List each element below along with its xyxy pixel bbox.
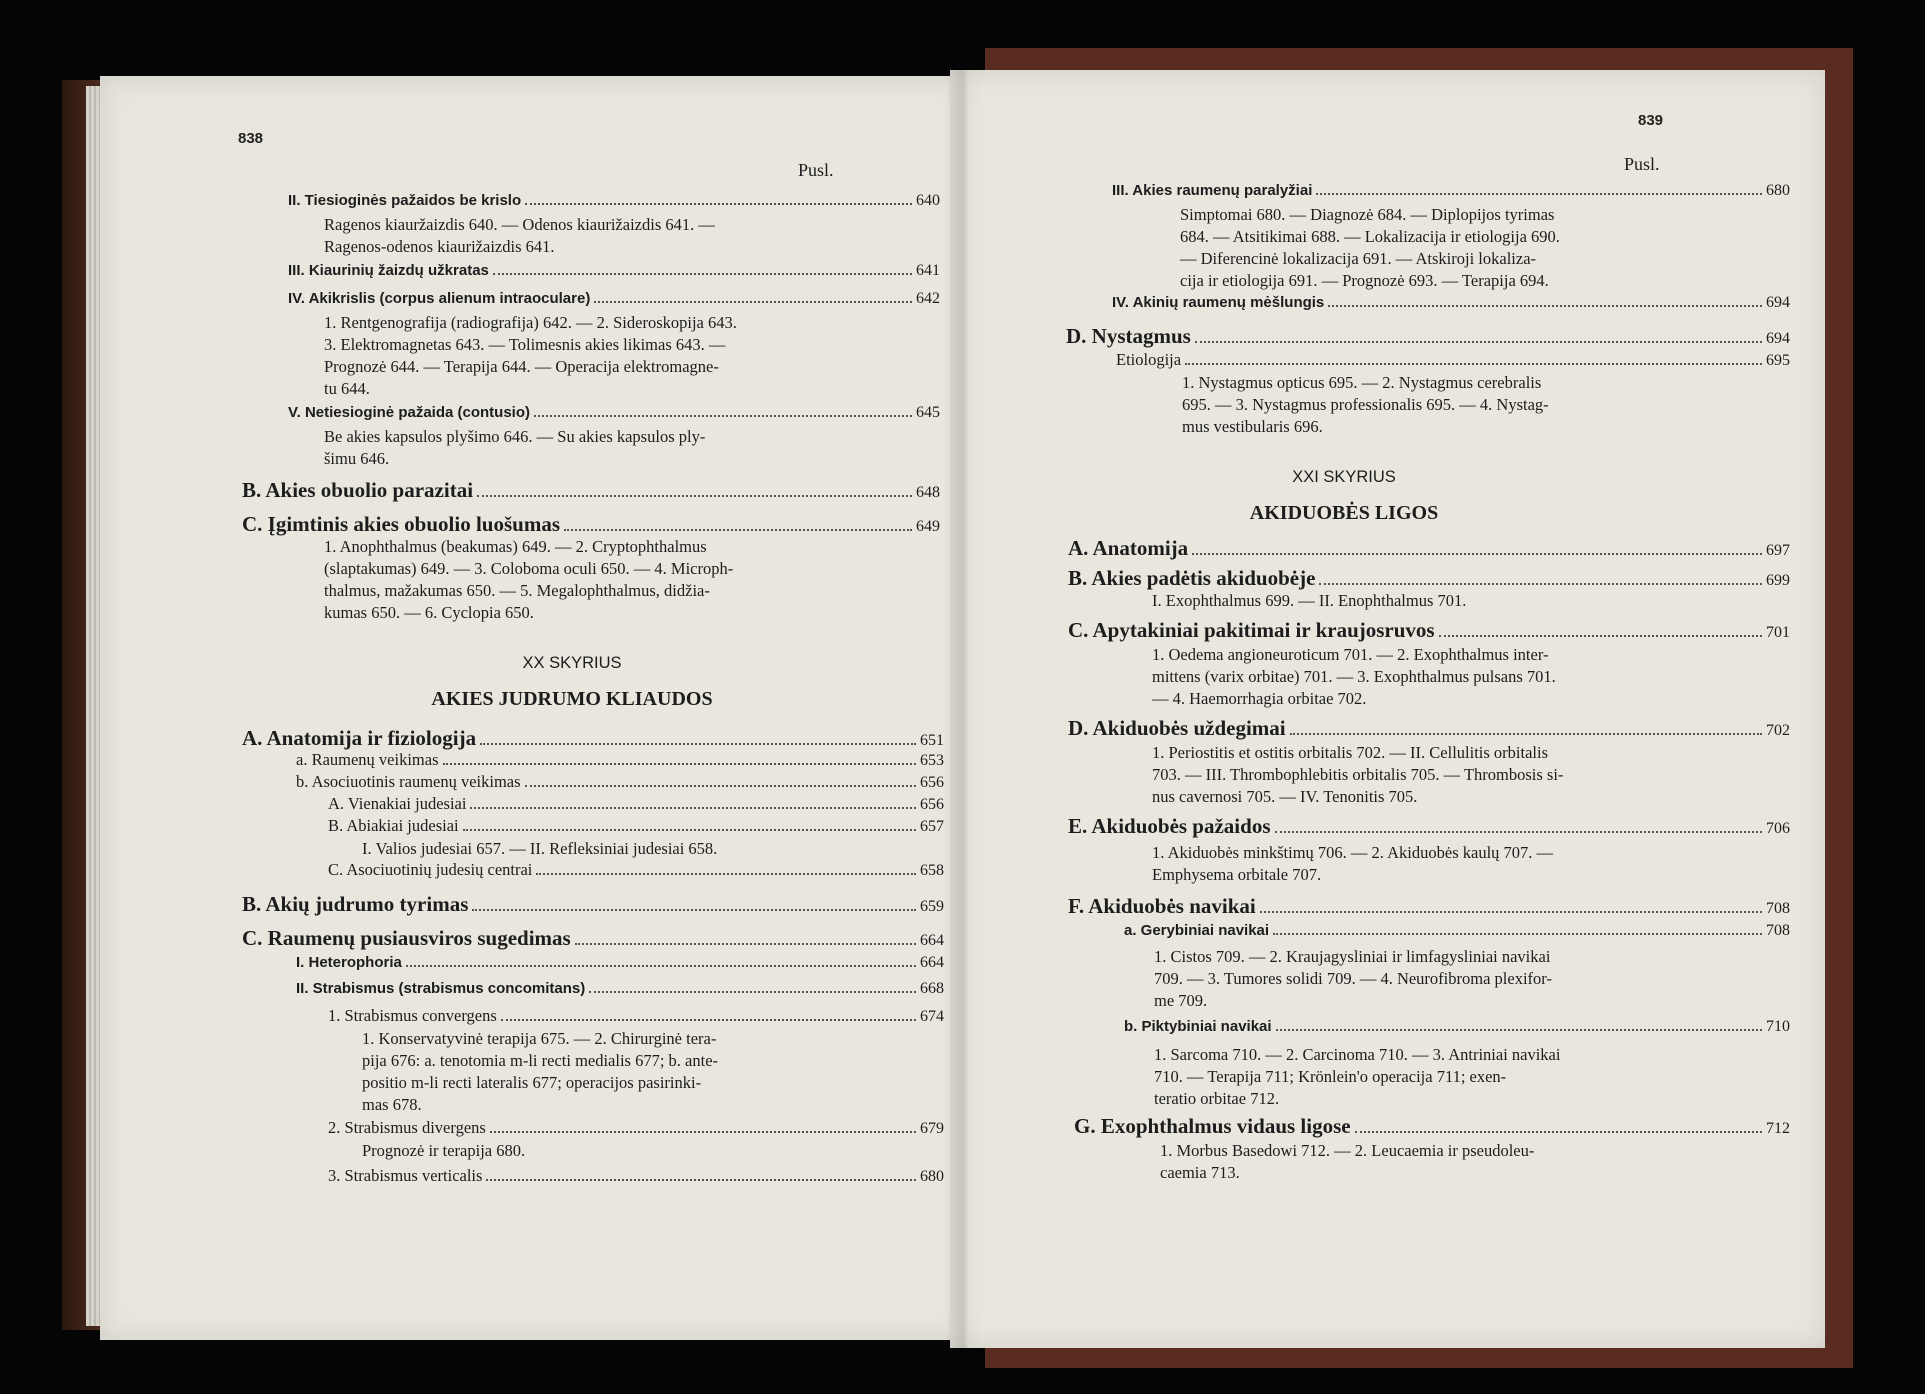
toc-entry: F. Akiduobės navikai 708 — [1068, 894, 1790, 918]
toc-entry: Etiologija 695 — [1116, 350, 1790, 369]
page-number-left: 838 — [238, 130, 264, 147]
toc-entry: C. Apytakiniai pakitimai ir kraujosruvos 701 — [1068, 618, 1790, 642]
toc-note: caemia 713. — [1160, 1163, 1240, 1182]
toc-entry: A. Anatomija 697 — [1068, 536, 1790, 560]
right-page — [950, 70, 1825, 1348]
toc-note: Prognozė ir terapija 680. — [362, 1141, 526, 1160]
toc-entry: b. Asociuotinis raumenų veikimas 656 — [296, 772, 944, 791]
toc-entry: III. Akies raumenų paralyžiai 680 — [1112, 182, 1790, 199]
toc-note: 1. Periostitis et ostitis orbitalis 702. — II. Cellulitis orbitalis — [1152, 743, 1548, 762]
toc-note: 1. Anophthalmus (beakumas) 649. — 2. Cryptophthalmus — [324, 537, 707, 556]
toc-note: tu 644. — [324, 379, 370, 398]
toc-note: Prognozė 644. — Terapija 644. — Operacija elektromagne- — [324, 357, 719, 376]
toc-note: cija ir etiologija 691. — Prognozė 693. — Terapija 694. — [1180, 271, 1549, 290]
toc-note: mas 678. — [362, 1095, 422, 1114]
toc-note: — Diferencinė lokalizacija 691. — Atskiroji lokaliza- — [1180, 249, 1537, 268]
toc-entry: b. Piktybiniai navikai 710 — [1124, 1018, 1790, 1035]
toc-note: Simptomai 680. — Diagnozė 684. — Diplopijos tyrimas — [1180, 205, 1555, 224]
toc-entry: V. Netiesioginė pažaida (contusio) 645 — [288, 404, 940, 421]
toc-note: 1. Rentgenografija (radiografija) 642. — 2. Sideroskopija 643. — [324, 313, 737, 332]
chapter-title-left: AKIES JUDRUMO KLIAUDOS — [431, 688, 713, 710]
toc-note: 684. — Atsitikimai 688. — Lokalizacija ir etiologija 690. — [1180, 227, 1560, 246]
toc-note: I. Exophthalmus 699. — II. Enophthalmus 701. — [1152, 591, 1467, 610]
toc-note: Ragenos kiauržaizdis 640. — Odenos kiaurižaizdis 641. — — [324, 215, 715, 234]
toc-entry: 2. Strabismus divergens 679 — [328, 1118, 944, 1137]
toc-note: Ragenos-odenos kiaurižaizdis 641. — [324, 237, 555, 256]
chapter-label-left: XX SKYRIUS — [522, 654, 622, 672]
toc-note: Emphysema orbitale 707. — [1152, 865, 1322, 884]
toc-entry: a. Raumenų veikimas 653 — [296, 750, 944, 769]
toc-note: 1. Cistos 709. — 2. Kraujagysliniai ir limfagysliniai navikai — [1154, 947, 1551, 966]
toc-note: 703. — III. Thrombophlebitis orbitalis 705. — Thrombosis si- — [1152, 765, 1564, 784]
pusl-header-right: Pusl. — [1624, 154, 1660, 174]
toc-note: 710. — Terapija 711; Krönlein'o operacija 711; exen- — [1154, 1067, 1507, 1086]
toc-entry: I. Heterophoria 664 — [296, 954, 944, 971]
toc-entry: B. Akių judrumo tyrimas 659 — [242, 892, 944, 916]
toc-note: mittens (varix orbitae) 701. — 3. Exophthalmus pulsans 701. — [1152, 667, 1556, 686]
toc-note: 1. Konservatyvinė terapija 675. — 2. Chirurginė tera- — [362, 1029, 717, 1048]
toc-note: pija 676: a. tenotomia m-li recti medialis 677; b. ante- — [362, 1051, 719, 1070]
toc-note: 1. Morbus Basedowi 712. — 2. Leucaemia ir pseudoleu- — [1160, 1141, 1535, 1160]
toc-note: mus vestibularis 696. — [1182, 417, 1323, 436]
toc-note: (slaptakumas) 649. — 3. Coloboma oculi 650. — 4. Microph- — [324, 559, 734, 578]
toc-entry: B. Abiakiai judesiai 657 — [328, 816, 944, 835]
toc-note: me 709. — [1154, 991, 1208, 1010]
toc-entry: C. Asociuotinių judesių centrai 658 — [328, 860, 944, 879]
toc-note: nus cavernosi 705. — IV. Tenonitis 705. — [1152, 787, 1418, 806]
toc-note: thalmus, mažakumas 650. — 5. Megalophthalmus, didžia- — [324, 581, 710, 600]
toc-entry: a. Gerybiniai navikai 708 — [1124, 922, 1790, 939]
toc-entry: C. Įgimtinis akies obuolio luošumas 649 — [242, 512, 940, 536]
book-gutter — [945, 70, 985, 1350]
toc-entry: IV. Akikrislis (corpus alienum intraoculare) 642 — [288, 290, 940, 307]
toc-note: 3. Elektromagnetas 643. — Tolimesnis akies likimas 643. — — [324, 335, 726, 354]
toc-note: šimu 646. — [324, 449, 390, 468]
toc-entry: II. Strabismus (strabismus concomitans) 668 — [296, 980, 944, 997]
toc-note: kumas 650. — 6. Cyclopia 650. — [324, 603, 534, 622]
toc-note: 695. — 3. Nystagmus professionalis 695. — 4. Nystag- — [1182, 395, 1549, 414]
toc-entry: 3. Strabismus verticalis 680 — [328, 1166, 944, 1185]
toc-entry: G. Exophthalmus vidaus ligose 712 — [1074, 1114, 1790, 1138]
toc-entry: III. Kiaurinių žaizdų užkratas 641 — [288, 262, 940, 279]
toc-note: — 4. Haemorrhagia orbitae 702. — [1152, 689, 1367, 708]
toc-entry: A. Vienakiai judesiai 656 — [328, 794, 944, 813]
toc-note: 1. Nystagmus opticus 695. — 2. Nystagmus cerebralis — [1182, 373, 1542, 392]
toc-entry: A. Anatomija ir fiziologija 651 — [242, 726, 944, 750]
chapter-title-right: AKIDUOBĖS LIGOS — [1249, 502, 1439, 524]
toc-note: 709. — 3. Tumores solidi 709. — 4. Neurofibroma plexifor- — [1154, 969, 1552, 988]
toc-note: 1. Sarcoma 710. — 2. Carcinoma 710. — 3. Antriniai navikai — [1154, 1045, 1561, 1064]
toc-note: Be akies kapsulos plyšimo 646. — Su akies kapsulos ply- — [324, 427, 706, 446]
toc-note: I. Valios judesiai 657. — II. Refleksiniai judesiai 658. — [362, 839, 718, 858]
toc-entry: D. Nystagmus 694 — [1066, 324, 1790, 348]
pusl-header-left: Pusl. — [798, 160, 834, 180]
toc-entry: E. Akiduobės pažaidos 706 — [1068, 814, 1790, 838]
toc-note: teratio orbitae 712. — [1154, 1089, 1280, 1108]
toc-entry: II. Tiesioginės pažaidos be krislo 640 — [288, 192, 940, 209]
left-page — [100, 76, 972, 1340]
page-number-right: 839 — [1638, 112, 1664, 129]
chapter-label-right: XXI SKYRIUS — [1292, 468, 1396, 486]
toc-note: 1. Oedema angioneuroticum 701. — 2. Exophthalmus inter- — [1152, 645, 1549, 664]
toc-entry: D. Akiduobės uždegimai 702 — [1068, 716, 1790, 740]
toc-entry: IV. Akinių raumenų mėšlungis 694 — [1112, 294, 1790, 311]
toc-entry: C. Raumenų pusiausviros sugedimas 664 — [242, 926, 944, 950]
toc-entry: B. Akies padėtis akiduobėje 699 — [1068, 566, 1790, 590]
toc-entry: 1. Strabismus convergens 674 — [328, 1006, 944, 1025]
toc-entry: B. Akies obuolio parazitai 648 — [242, 478, 940, 502]
toc-note: positio m-li recti lateralis 677; operacijos pasirinki- — [362, 1073, 702, 1092]
toc-note: 1. Akiduobės minkštimų 706. — 2. Akiduobės kaulų 707. — — [1152, 843, 1554, 862]
